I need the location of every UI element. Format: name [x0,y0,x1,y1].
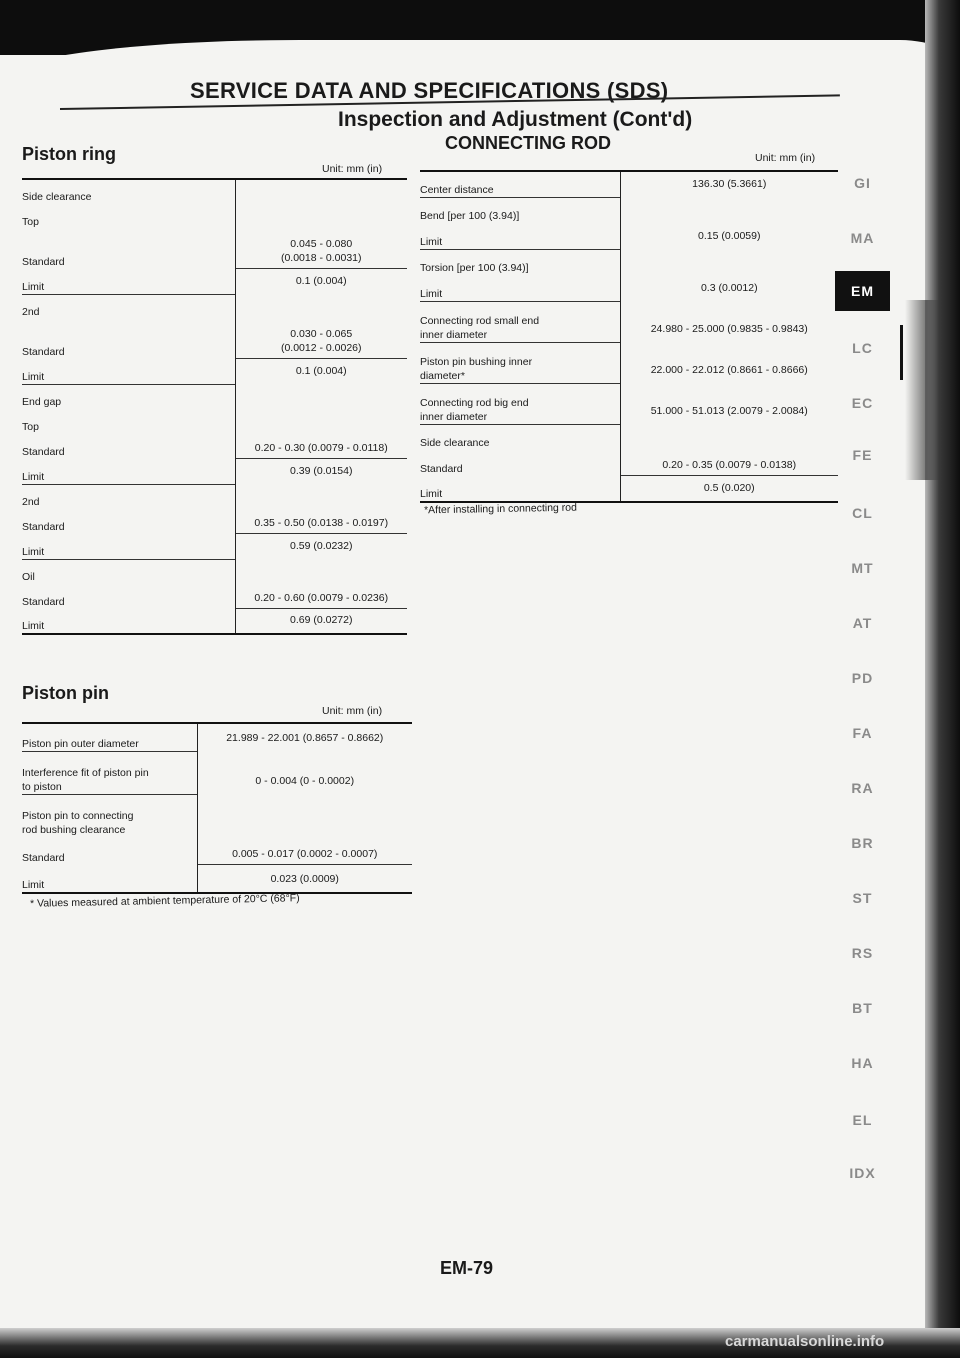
spec-value-text: 0.023 (0.0009) [270,873,339,885]
table-row [22,179,407,204]
spec-label: Interference fit of piston pin to piston [22,751,197,794]
spec-label: Torsion [per 100 (3.94)] [420,249,620,275]
table-row [420,223,838,249]
spec-label: Limit [22,609,235,634]
spec-value [620,249,838,275]
spec-label: Limit [22,459,235,484]
page-number: EM-79 [440,1258,494,1278]
table-row [420,197,838,223]
spec-label: Center distance [420,171,620,197]
spec-value [620,476,838,502]
spec-label: Limit [22,269,235,294]
spec-value [235,229,407,269]
spec-value [235,269,407,294]
table-row [22,837,412,865]
table-row [22,534,407,559]
spec-label: Limit [420,476,620,502]
table-row [22,384,407,409]
spec-label: Piston pin bushing inner diameter* [420,342,620,383]
spec-value-text: 0.20 - 0.30 (0.0079 - 0.0118) [254,442,388,454]
spec-label: Oil [22,559,235,584]
spec-label: Connecting rod small end inner diameter [420,301,620,342]
sidebar-tab-ec[interactable]: EC [851,395,874,411]
scan-shadow [905,300,940,480]
sidebar-tab-st[interactable]: ST [852,890,873,906]
table-row [420,249,838,275]
spec-value-text: 0.20 - 0.60 (0.0079 - 0.0236) [254,592,389,604]
spec-label: Top [22,204,235,229]
sidebar-tab-ra[interactable]: RA [851,780,874,796]
spec-value [235,204,407,229]
table-row [420,424,838,450]
scan-right-edge [925,0,960,1358]
spec-value-text: 0.15 (0.0059) [698,230,761,242]
table-row [420,476,838,502]
spec-value-text: 0.69 (0.0272) [290,614,353,626]
piston-pin-title: Piston pin [22,683,109,703]
spec-value [235,459,407,484]
piston-ring-unit: Unit: mm (in) [322,163,383,175]
table-row [22,434,407,459]
spec-value [197,751,412,794]
spec-value [197,837,412,865]
piston-ring-table [22,178,407,635]
piston-pin-unit: Unit: mm (in) [322,705,383,717]
scan-top-curve [0,40,960,80]
spec-value [235,359,407,384]
spec-value-text: 0 - 0.004 (0 - 0.0002) [255,775,355,787]
spec-label: Standard [420,450,620,476]
connecting-rod-title: CONNECTING ROD [445,133,611,153]
spec-label: Top [22,409,235,434]
spec-label: 2nd [22,294,235,319]
spec-label: Limit [22,865,197,893]
table-row [22,509,407,534]
spec-label: Limit [420,275,620,301]
table-row [22,609,407,634]
spec-label: Piston pin outer diameter [22,723,197,751]
spec-value [620,197,838,223]
table-row [22,229,407,269]
table-row [22,723,412,751]
piston-ring-title: Piston ring [22,144,116,164]
spec-value [235,484,407,509]
spec-value [620,301,838,342]
spec-label: Standard [22,509,235,534]
table-row [22,359,407,384]
spec-label: Limit [22,534,235,559]
table-row [22,459,407,484]
piston-pin-footnote: * Values measured at ambient temperature of 20°C (68°F) [29,892,300,910]
spec-label: Side clearance [22,179,235,204]
spec-value [235,179,407,204]
sidebar-tab-pd[interactable]: PD [851,670,874,686]
page-title: SERVICE DATA AND SPECIFICATIONS (SDS) [190,78,669,103]
spec-value [235,319,407,359]
spec-value [235,509,407,534]
spec-value-text: 0.35 - 0.50 (0.0138 - 0.0197) [254,517,389,529]
table-row [22,269,407,294]
spec-value [197,794,412,837]
connecting-rod-table [420,170,838,503]
spec-label: Limit [22,359,235,384]
spec-value [235,384,407,409]
table-row [22,584,407,609]
spec-value [620,275,838,301]
spec-label: Standard [22,319,235,359]
spec-value-text: 0.1 (0.004) [295,365,347,377]
spec-value-text: 0.20 - 0.35 (0.0079 - 0.0138) [662,459,797,471]
table-row [22,559,407,584]
table-row [22,751,412,794]
sidebar-tab-ma[interactable]: MA [850,230,875,246]
spec-label: Standard [22,229,235,269]
spec-value [620,171,838,197]
table-row [420,450,838,476]
spec-label: Limit [420,223,620,249]
table-row [22,294,407,319]
table-row [420,301,838,342]
table-row [22,409,407,434]
spec-value-text: 0.59 (0.0232) [290,540,353,552]
connecting-rod-footnote: *After installing in connecting rod [423,501,578,517]
sidebar-tab-gi[interactable]: GI [854,175,871,191]
sidebar-tab-em[interactable]: EM [835,271,890,311]
spec-value-text: 0.39 (0.0154) [290,465,353,477]
table-row [22,484,407,509]
sidebar-tab-rs[interactable]: RS [851,945,874,961]
table-row [420,275,838,301]
spec-value [197,723,412,751]
table-row [420,171,838,197]
spec-value-text: 24.980 - 25.000 (0.9835 - 0.9843) [650,323,808,335]
spec-value-text: 136.30 (5.3661) [692,178,767,190]
spec-value [235,609,407,634]
table-row [420,342,838,383]
sidebar-tab-br[interactable]: BR [851,835,874,851]
spec-label: Side clearance [420,424,620,450]
spec-value-text: 0.005 - 0.017 (0.0002 - 0.0007) [232,848,378,860]
sidebar-tab-fa[interactable]: FA [852,725,873,741]
page-subtitle: Inspection and Adjustment (Cont'd) [338,108,693,131]
spec-value [620,223,838,249]
connecting-rod-unit: Unit: mm (in) [755,152,816,164]
spec-value-text: 0.5 (0.020) [703,482,755,494]
spec-value [620,424,838,450]
sidebar-tab-fe[interactable]: FE [852,447,873,463]
spec-value-text: 0.030 - 0.065 (0.0012 - 0.0026) [280,328,362,354]
sidebar-tab-ha[interactable]: HA [851,1055,874,1071]
spec-label: Piston pin to connecting rod bushing clearance [22,794,197,837]
spec-value-text: 0.1 (0.004) [295,275,347,287]
spec-label: Standard [22,837,197,865]
table-row [22,794,412,837]
sidebar-tab-lc[interactable]: LC [852,340,873,356]
spec-value-text: 0.045 - 0.080 (0.0018 - 0.0031) [280,238,362,264]
spec-value [620,342,838,383]
sidebar-tab-at[interactable]: AT [852,615,873,631]
spec-value-text: 0.3 (0.0012) [700,282,758,294]
spec-value [235,534,407,559]
spec-value [620,383,838,424]
spec-value [235,584,407,609]
watermark: carmanualsonline.info [725,1333,885,1350]
sidebar-tab-mt[interactable]: MT [851,560,874,576]
spec-value-text: 51.000 - 51.013 (2.0079 - 2.0084) [650,405,808,417]
piston-pin-table [22,722,412,894]
sidebar-marker-line [900,325,903,380]
sidebar-tab-cl[interactable]: CL [852,505,873,521]
spec-value [235,434,407,459]
spec-value [235,559,407,584]
sidebar-tab-el[interactable]: EL [852,1112,873,1128]
spec-value-text: 21.989 - 22.001 (0.8657 - 0.8662) [226,732,384,744]
table-row [22,865,412,893]
spec-label: Standard [22,584,235,609]
table-row [420,383,838,424]
spec-label: Bend [per 100 (3.94)] [420,197,620,223]
spec-value [620,450,838,476]
spec-label: Standard [22,434,235,459]
spec-value-text: 22.000 - 22.012 (0.8661 - 0.8666) [650,364,808,376]
spec-label: 2nd [22,484,235,509]
spec-value [235,294,407,319]
sidebar-tab-idx[interactable]: IDX [849,1165,876,1181]
spec-value [197,865,412,893]
sidebar-tab-bt[interactable]: BT [852,1000,873,1016]
table-row [22,204,407,229]
spec-label: Connecting rod big end inner diameter [420,383,620,424]
table-row [22,319,407,359]
spec-label: End gap [22,384,235,409]
spec-value [235,409,407,434]
